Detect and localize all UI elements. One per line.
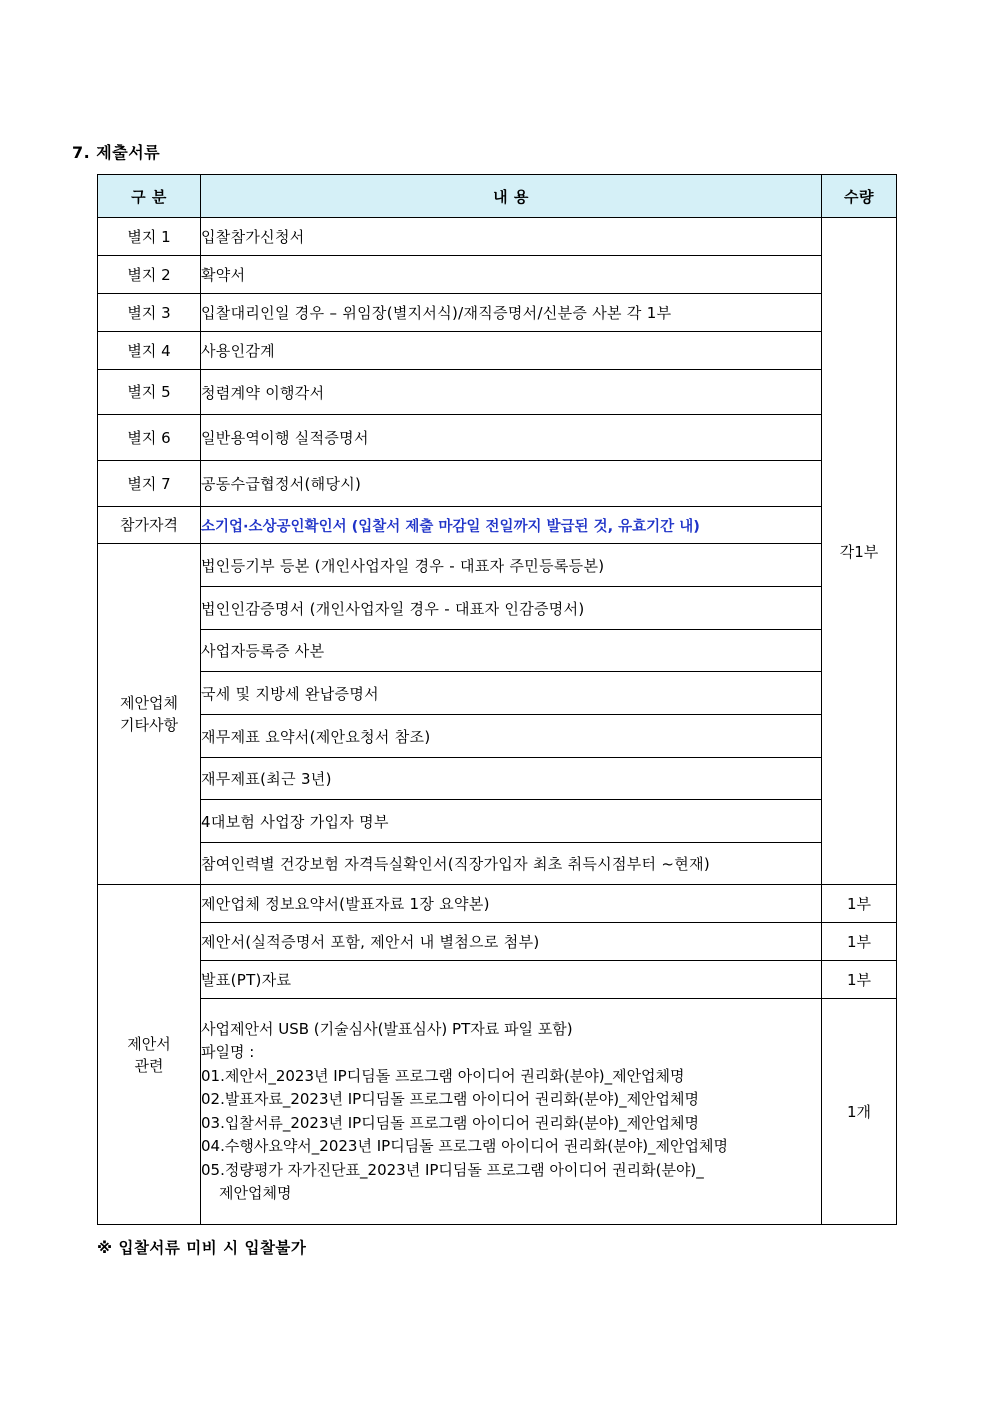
table-row	[98, 843, 897, 885]
group-proposal-category	[98, 885, 201, 1225]
table-row	[98, 630, 897, 672]
section-title: 7. 제출서류	[72, 143, 161, 162]
row-content: 제안서(실적증명서 포함, 제안서 내 별첨으로 첨부)	[201, 923, 822, 961]
row-category: 별지 2	[98, 256, 201, 294]
row-content: 사업자등록증 사본	[201, 630, 822, 672]
table-row	[98, 256, 897, 294]
header-content: 내 용	[201, 175, 822, 218]
row-category: 별지 6	[98, 415, 201, 461]
row-content: 입찰대리인일 경우 – 위임장(별지서식)/재직증명서/신분증 사본 각 1부	[201, 294, 822, 332]
header-category: 구 분	[98, 175, 201, 218]
table-row	[98, 672, 897, 715]
table-row	[98, 415, 897, 461]
row-content: 입찰참가신청서	[201, 218, 822, 256]
usb-line: 04.수행사요약서_2023년 IP디딤돌 프로그램 아이디어 권리화(분야)_제안업체명	[201, 1137, 728, 1155]
usb-line: 파일명 :	[201, 1043, 255, 1061]
row-content: 사용인감계	[201, 332, 822, 370]
row-category: 별지 5	[98, 370, 201, 415]
table-row	[98, 507, 897, 544]
usb-line: 사업제안서 USB (기술심사(발표심사) PT자료 파일 포함)	[201, 1019, 573, 1038]
usb-line: 03.입찰서류_2023년 IP디딤돌 프로그램 아이디어 권리화(분야)_제안업체명	[201, 1113, 700, 1132]
row-quantity: 1부	[822, 961, 897, 999]
table-row	[98, 961, 897, 999]
row-content: 국세 및 지방세 완납증명서	[201, 672, 822, 715]
table-row	[98, 370, 897, 415]
row-content: 제안업체 정보요약서(발표자료 1장 요약본)	[201, 885, 822, 923]
row-category: 참가자격	[98, 507, 201, 544]
group-other-category-line1: 제안업체	[120, 694, 178, 712]
usb-line: 제안업체명	[219, 1184, 292, 1202]
table-row	[98, 800, 897, 843]
row-category: 별지 1	[98, 218, 201, 256]
row-content: 참여인력별 건강보험 자격득실확인서(직장가입자 최초 취득시점부터 ~현재)	[201, 843, 822, 885]
table-row	[98, 461, 897, 507]
row-quantity: 1부	[822, 923, 897, 961]
submission-documents-table	[97, 174, 897, 1225]
table-row	[98, 885, 897, 923]
row-content: 법인인감증명서 (개인사업자일 경우 - 대표자 인감증명서)	[201, 587, 822, 630]
row-content: 확약서	[201, 256, 822, 294]
group-proposal-category-line2: 관련	[134, 1056, 164, 1075]
row-quantity: 1부	[822, 885, 897, 923]
usb-line: 02.발표자료_2023년 IP디딤돌 프로그램 아이디어 권리화(분야)_제안업체명	[201, 1090, 700, 1108]
usb-line: 05.정량평가 자가진단표_2023년 IP디딤돌 프로그램 아이디어 권리화(분야)_	[201, 1160, 704, 1179]
row-quantity: 1개	[822, 999, 897, 1225]
row-content: 법인등기부 등본 (개인사업자일 경우 - 대표자 주민등록등본)	[201, 544, 822, 587]
row-content: 청렴계약 이행각서	[201, 370, 822, 415]
table-row	[98, 587, 897, 630]
row-category: 별지 4	[98, 332, 201, 370]
row-content: 재무제표(최근 3년)	[201, 758, 822, 800]
table-row	[98, 758, 897, 800]
table-row	[98, 923, 897, 961]
row-category: 별지 7	[98, 461, 201, 507]
footnote: ※ 입찰서류 미비 시 입찰불가	[97, 1239, 307, 1257]
group-other-category-line2: 기타사항	[120, 716, 178, 734]
eligibility-content: 소기업·소상공인확인서 (입찰서 제출 마감일 전일까지 발급된 것, 유효기간 내)	[201, 507, 822, 544]
table-row	[98, 294, 897, 332]
table-header-row	[98, 175, 897, 218]
row-content: 발표(PT)자료	[201, 961, 822, 999]
table-row	[98, 544, 897, 587]
table-row	[98, 999, 897, 1225]
table-row	[98, 332, 897, 370]
row-content: 일반용역이행 실적증명서	[201, 415, 822, 461]
row-content: 공동수급협정서(해당시)	[201, 461, 822, 507]
table-row	[98, 218, 897, 256]
table-row	[98, 715, 897, 758]
row-content: 재무제표 요약서(제안요청서 참조)	[201, 715, 822, 758]
shared-quantity: 각1부	[822, 218, 897, 885]
usb-line: 01.제안서_2023년 IP디딤돌 프로그램 아이디어 권리화(분야)_제안업체명	[201, 1066, 685, 1085]
header-quantity: 수량	[822, 175, 897, 218]
row-content: 4대보험 사업장 가입자 명부	[201, 800, 822, 843]
group-other-category	[98, 544, 201, 885]
usb-content	[201, 999, 822, 1225]
group-proposal-category-line1: 제안서	[127, 1034, 171, 1053]
row-category: 별지 3	[98, 294, 201, 332]
